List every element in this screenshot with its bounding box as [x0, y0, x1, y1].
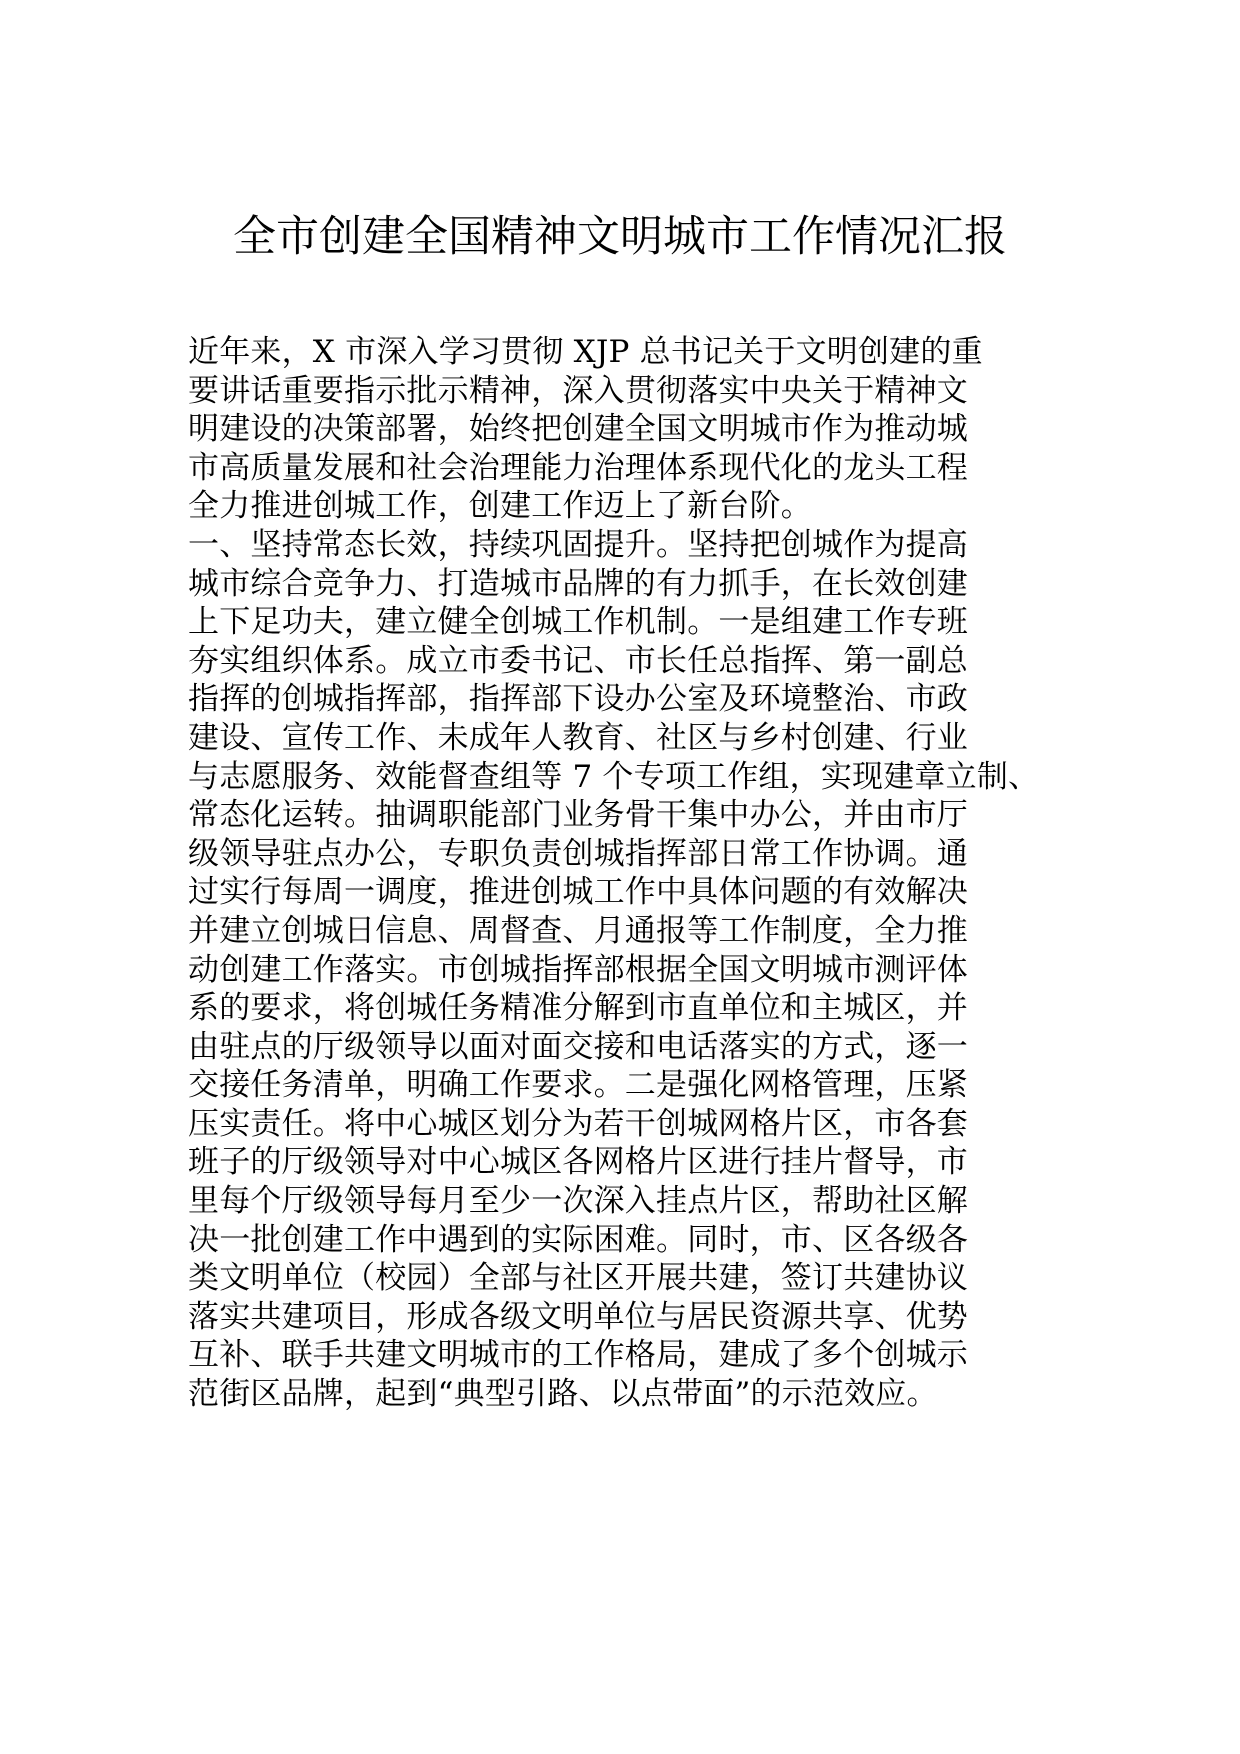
- body-line: 城市综合竞争力、打造城市品牌的有力抓手，在长效创建: [188, 565, 968, 602]
- body-line: 系的要求，将创城任务精准分解到市直单位和主城区，并: [188, 990, 968, 1027]
- body-line: 级领导驻点办公，专职负责创城指挥部日常工作协调。通: [188, 835, 968, 872]
- body-line: 全力推进创城工作，创建工作迈上了新台阶。: [188, 488, 812, 525]
- body-line: 类文明单位（校园）全部与社区开展共建，签订共建协议: [188, 1260, 968, 1297]
- body-line: 明建设的决策部署，始终把创建全国文明城市作为推动城: [188, 411, 968, 448]
- body-line: 要讲话重要指示批示精神，深入贯彻落实中央关于精神文: [188, 372, 968, 409]
- body-line: 过实行每周一调度，推进创城工作中具体问题的有效解决: [188, 874, 968, 911]
- body-line: 夯实组织体系。成立市委书记、市长任总指挥、第一副总: [188, 642, 968, 679]
- body-line: 指挥的创城指挥部，指挥部下设办公室及环境整治、市政: [188, 681, 968, 718]
- body-line: 班子的厅级领导对中心城区各网格片区进行挂片督导，市: [188, 1144, 968, 1181]
- body-line: 近年来，X 市深入学习贯彻 XJP 总书记关于文明创建的重: [188, 334, 983, 370]
- body-line: 建设、宣传工作、未成年人教育、社区与乡村创建、行业: [188, 719, 968, 756]
- body-line: 里每个厅级领导每月至少一次深入挂点片区，帮助社区解: [188, 1183, 968, 1220]
- body-line: 并建立创城日信息、周督查、月通报等工作制度，全力推: [188, 912, 968, 949]
- body-line: 决一批创建工作中遇到的实际困难。同时，市、区各级各: [188, 1221, 968, 1258]
- body-line: 常态化运转。抽调职能部门业务骨干集中办公，并由市厅: [188, 797, 968, 834]
- body-line: 范街区品牌，起到“典型引路、以点带面”的示范效应。: [188, 1376, 938, 1413]
- body-line: 压实责任。将中心城区划分为若干创城网格片区，市各套: [188, 1105, 968, 1142]
- body-line: 市高质量发展和社会治理能力治理体系现代化的龙头工程: [188, 449, 968, 486]
- body-line: 交接任务清单，明确工作要求。二是强化网格管理，压紧: [188, 1067, 968, 1104]
- body-line: 动创建工作落实。市创城指挥部根据全国文明城市测评体: [188, 951, 968, 988]
- document-title: 全市创建全国精神文明城市工作情况汇报: [233, 212, 1007, 262]
- body-line: 互补、联手共建文明城市的工作格局，建成了多个创城示: [188, 1337, 968, 1374]
- body-line: 落实共建项目，形成各级文明单位与居民资源共享、优势: [188, 1298, 968, 1335]
- body-line: 上下足功夫，建立健全创城工作机制。一是组建工作专班: [188, 604, 968, 641]
- body-line: 由驻点的厅级领导以面对面交接和电话落实的方式，逐一: [188, 1028, 968, 1065]
- body-line: 一、坚持常态长效，持续巩固提升。坚持把创城作为提高: [188, 526, 968, 563]
- body-line: 与志愿服务、效能督查组等 7 个专项工作组，实现建章立制、: [188, 758, 1040, 795]
- document-body: [188, 333, 1068, 1414]
